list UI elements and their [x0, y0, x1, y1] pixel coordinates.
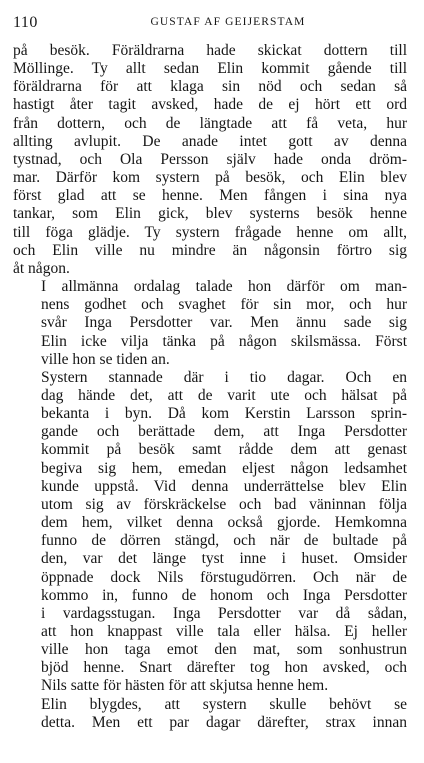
text-line: Nils satte för hästen för att skjutsa henne hem.	[41, 677, 329, 695]
page-number: 110	[13, 14, 38, 31]
paragraph	[13, 42, 407, 278]
text-line: detta. Men ett par dagar därefter, strax innan	[41, 713, 407, 731]
text-line: i vardagsstugan. Inga Persdotter var då sådan,	[41, 604, 407, 622]
body-text	[13, 42, 407, 732]
text-line: I allmänna ordalag talade hon därför om man-	[41, 278, 407, 296]
text-line: dem hem, vilket denna också gjorde. Hemkomna	[41, 514, 407, 532]
text-line: från dottern, och de längtade att få veta, hur	[13, 114, 407, 132]
text-line: funno de dörren stängd, och när de bultade på	[41, 532, 407, 550]
paragraph	[13, 369, 407, 696]
text-line: ville hon taga emot den mat, som sonhustrun	[41, 641, 407, 659]
running-title: GUSTAF AF GEIJERSTAM	[150, 16, 306, 28]
text-line: föräldrarna för att klaga sin nöd och sedan så	[13, 78, 407, 96]
text-line: begiva sig hem, emedan eljest någon ledsamhet	[41, 459, 407, 477]
text-line: den, var det länge tyst inne i huset. Omsider	[41, 550, 407, 568]
text-line: bekanta i byn. Då kom Kerstin Larsson sprin-	[41, 405, 407, 423]
text-line: Elin blygdes, att systern skulle behövt se	[41, 695, 407, 713]
text-line: dag hände det, att de varit ute och hälsat på	[41, 386, 407, 404]
text-line: till föga glädje. Ty systern frågade henne om allt,	[13, 223, 407, 241]
text-line: svår Inga Persdotter var. Men ännu sade sig	[41, 314, 407, 332]
text-line: tystnad, och Ola Persson själv hade onda dröm-	[13, 150, 407, 168]
text-line: tankar, som Elin gick, blev systerns besök henne	[13, 205, 407, 223]
text-line: bjöd henne. Snart därefter tog hon avsked, och	[41, 659, 407, 677]
paragraph	[13, 696, 407, 732]
text-line: allting avlupit. De anade intet gott av denna	[13, 132, 407, 150]
text-line: utom sig av förskräckelse och bad väninnan följa	[41, 495, 407, 513]
text-line: kunde uppstå. Vid denna underrättelse blev Elin	[41, 477, 407, 495]
text-line: Systern stannade där i tio dagar. Och en	[41, 368, 407, 386]
book-page	[13, 14, 407, 754]
text-line: först glad att se henne. Men fången i sina nya	[13, 187, 407, 205]
text-line: åt någon.	[13, 259, 70, 277]
text-line: på besök. Föräldrarna hade skickat dottern till	[13, 42, 407, 59]
running-head	[13, 14, 407, 36]
paragraph	[13, 278, 407, 369]
text-line: att hon knappast ville tala eller hälsa. Ej heller	[41, 623, 407, 640]
text-line: och Elin ville nu mindre än någonsin förtro sig	[13, 241, 407, 259]
text-line: kommo in, funno de honom och Inga Persdotter	[41, 586, 407, 604]
text-line: Elin icke vilja tänka på någon skilsmässa. Först	[41, 332, 407, 350]
text-line: öppnade dock Nils förstugudörren. Och när de	[41, 568, 407, 586]
text-line: Möllinge. Ty allt sedan Elin kommit gående till	[13, 60, 407, 78]
text-line: mar. Därför kom systern på besök, och Elin blev	[13, 169, 407, 187]
text-line: gande och berättade dem, att Inga Persdotter	[41, 423, 407, 441]
text-line: nens godhet och svaghet för sin mor, och hur	[41, 296, 407, 314]
text-line: hastigt åter tagit avsked, hade de ej hört ett ord	[13, 96, 407, 114]
text-line: kommit på besök samt rådde dem att genast	[41, 441, 407, 459]
text-line: ville hon se tiden an.	[41, 350, 170, 368]
